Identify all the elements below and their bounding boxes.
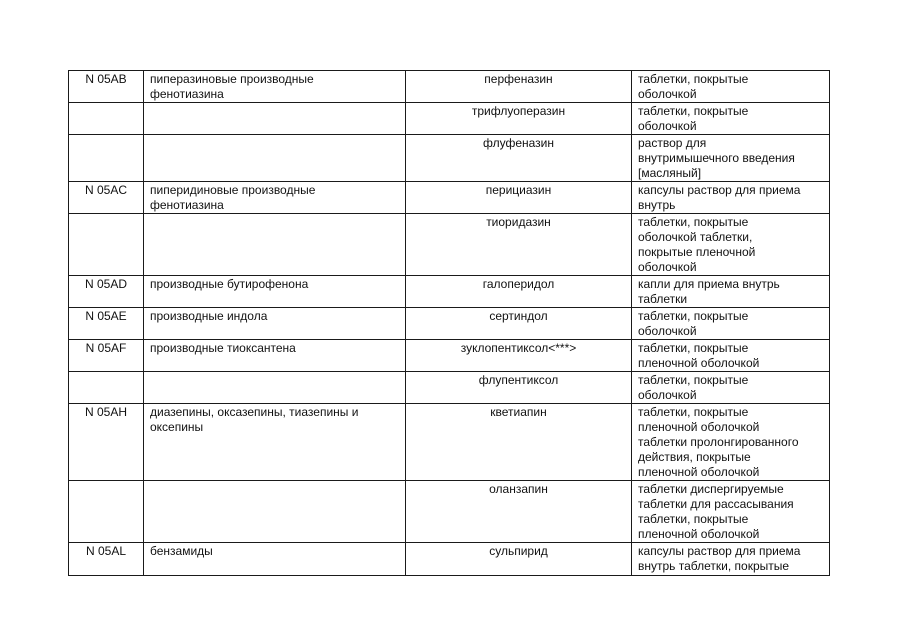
dosage-form-line: капли для приема внутрь: [638, 277, 780, 291]
dosage-form-cell: [632, 308, 830, 340]
dosage-form-line: капсулы раствор для приема: [638, 544, 801, 558]
drug-name-cell: оланзапин: [406, 481, 632, 543]
dosage-form-line: таблетки, покрытые: [638, 512, 749, 526]
table-row: [69, 543, 830, 576]
drug-name-cell: флупентиксол: [406, 372, 632, 404]
dosage-form-line: таблетки, покрытые: [638, 215, 749, 229]
dosage-form-cell: [632, 135, 830, 182]
group-text-line: оксепины: [150, 420, 204, 434]
atc-code-cell: N 05AF: [69, 340, 144, 372]
dosage-form-cell: [632, 340, 830, 372]
dosage-form-line: пленочной оболочкой: [638, 420, 760, 434]
dosage-form-line: оболочкой: [638, 87, 697, 101]
drug-name-cell: флуфеназин: [406, 135, 632, 182]
table-body: [69, 71, 830, 576]
table-row: [69, 481, 830, 543]
drug-name-cell: трифлуоперазин: [406, 103, 632, 135]
pharmacological-group-cell: [144, 404, 406, 481]
table-row: [69, 308, 830, 340]
atc-code-cell: [69, 135, 144, 182]
dosage-form-cell: [632, 71, 830, 103]
group-text-line: диазепины, оксазепины, тиазепины и: [150, 405, 359, 419]
atc-code-cell: N 05AL: [69, 543, 144, 576]
group-text-line: фенотиазина: [150, 87, 224, 101]
pharmacological-group-cell: [144, 308, 406, 340]
pharmacological-group-cell: [144, 214, 406, 276]
dosage-form-cell: [632, 543, 830, 576]
dosage-form-line: капсулы раствор для приема: [638, 183, 801, 197]
dosage-form-line: таблетки для рассасывания: [638, 497, 794, 511]
drug-name-cell: тиоридазин: [406, 214, 632, 276]
dosage-form-line: внутрь: [638, 198, 676, 212]
dosage-form-line: внутримышечного введения: [638, 151, 795, 165]
dosage-form-line: покрытые пленочной: [638, 245, 756, 259]
pharmacological-group-cell: [144, 372, 406, 404]
dosage-form-line: [масляный]: [638, 166, 702, 180]
group-text-line: бензамиды: [150, 544, 213, 558]
dosage-form-line: таблетки пролонгированного: [638, 435, 799, 449]
dosage-form-line: таблетки диспергируемые: [638, 482, 784, 496]
table-row: [69, 214, 830, 276]
table-row: [69, 182, 830, 214]
atc-code-cell: N 05AC: [69, 182, 144, 214]
group-text-line: фенотиазина: [150, 198, 224, 212]
dosage-form-line: оболочкой таблетки,: [638, 230, 753, 244]
table-row: [69, 71, 830, 103]
drug-name-cell: перфеназин: [406, 71, 632, 103]
dosage-form-line: оболочкой: [638, 388, 697, 402]
dosage-form-line: внутрь таблетки, покрытые: [638, 559, 790, 573]
atc-code-cell: [69, 214, 144, 276]
drug-table: [68, 70, 830, 576]
drug-name-cell: кветиапин: [406, 404, 632, 481]
group-text-line: пиперазиновые производные: [150, 72, 314, 86]
dosage-form-cell: [632, 276, 830, 308]
dosage-form-cell: [632, 214, 830, 276]
dosage-form-line: оболочкой: [638, 324, 697, 338]
atc-code-cell: N 05AB: [69, 71, 144, 103]
atc-code-cell: [69, 103, 144, 135]
dosage-form-line: оболочкой: [638, 119, 697, 133]
dosage-form-cell: [632, 182, 830, 214]
pharmacological-group-cell: [144, 340, 406, 372]
dosage-form-line: таблетки, покрытые: [638, 72, 749, 86]
drug-name-cell: перициазин: [406, 182, 632, 214]
dosage-form-line: таблетки, покрытые: [638, 341, 749, 355]
dosage-form-cell: [632, 481, 830, 543]
pharmacological-group-cell: [144, 481, 406, 543]
dosage-form-cell: [632, 372, 830, 404]
group-text-line: пиперидиновые производные: [150, 183, 316, 197]
atc-code-cell: [69, 481, 144, 543]
atc-code-cell: N 05AE: [69, 308, 144, 340]
dosage-form-cell: [632, 103, 830, 135]
group-text-line: производные тиоксантена: [150, 341, 296, 355]
dosage-form-line: раствор для: [638, 136, 707, 150]
pharmacological-group-cell: [144, 543, 406, 576]
dosage-form-line: оболочкой: [638, 260, 697, 274]
table-row: [69, 103, 830, 135]
pharmacological-group-cell: [144, 71, 406, 103]
drug-name-cell: сульпирид: [406, 543, 632, 576]
table-row: [69, 372, 830, 404]
pharmacological-group-cell: [144, 103, 406, 135]
dosage-form-line: таблетки, покрытые: [638, 104, 749, 118]
group-text-line: производные бутирофенона: [150, 277, 309, 291]
pharmacological-group-cell: [144, 182, 406, 214]
pharmacological-group-cell: [144, 276, 406, 308]
table-row: [69, 135, 830, 182]
dosage-form-line: пленочной оболочкой: [638, 465, 760, 479]
table-row: [69, 340, 830, 372]
group-text-line: производные индола: [150, 309, 268, 323]
dosage-form-cell: [632, 404, 830, 481]
table-row: [69, 276, 830, 308]
dosage-form-line: таблетки, покрытые: [638, 373, 749, 387]
dosage-form-line: пленочной оболочкой: [638, 527, 760, 541]
dosage-form-line: действия, покрытые: [638, 450, 751, 464]
dosage-form-line: таблетки: [638, 292, 688, 306]
atc-code-cell: N 05AH: [69, 404, 144, 481]
dosage-form-line: таблетки, покрытые: [638, 405, 749, 419]
table-row: [69, 404, 830, 481]
dosage-form-line: пленочной оболочкой: [638, 356, 760, 370]
dosage-form-line: таблетки, покрытые: [638, 309, 749, 323]
atc-code-cell: [69, 372, 144, 404]
drug-name-cell: галоперидол: [406, 276, 632, 308]
pharmacological-group-cell: [144, 135, 406, 182]
drug-name-cell: зуклопентиксол<***>: [406, 340, 632, 372]
drug-name-cell: сертиндол: [406, 308, 632, 340]
atc-code-cell: N 05AD: [69, 276, 144, 308]
